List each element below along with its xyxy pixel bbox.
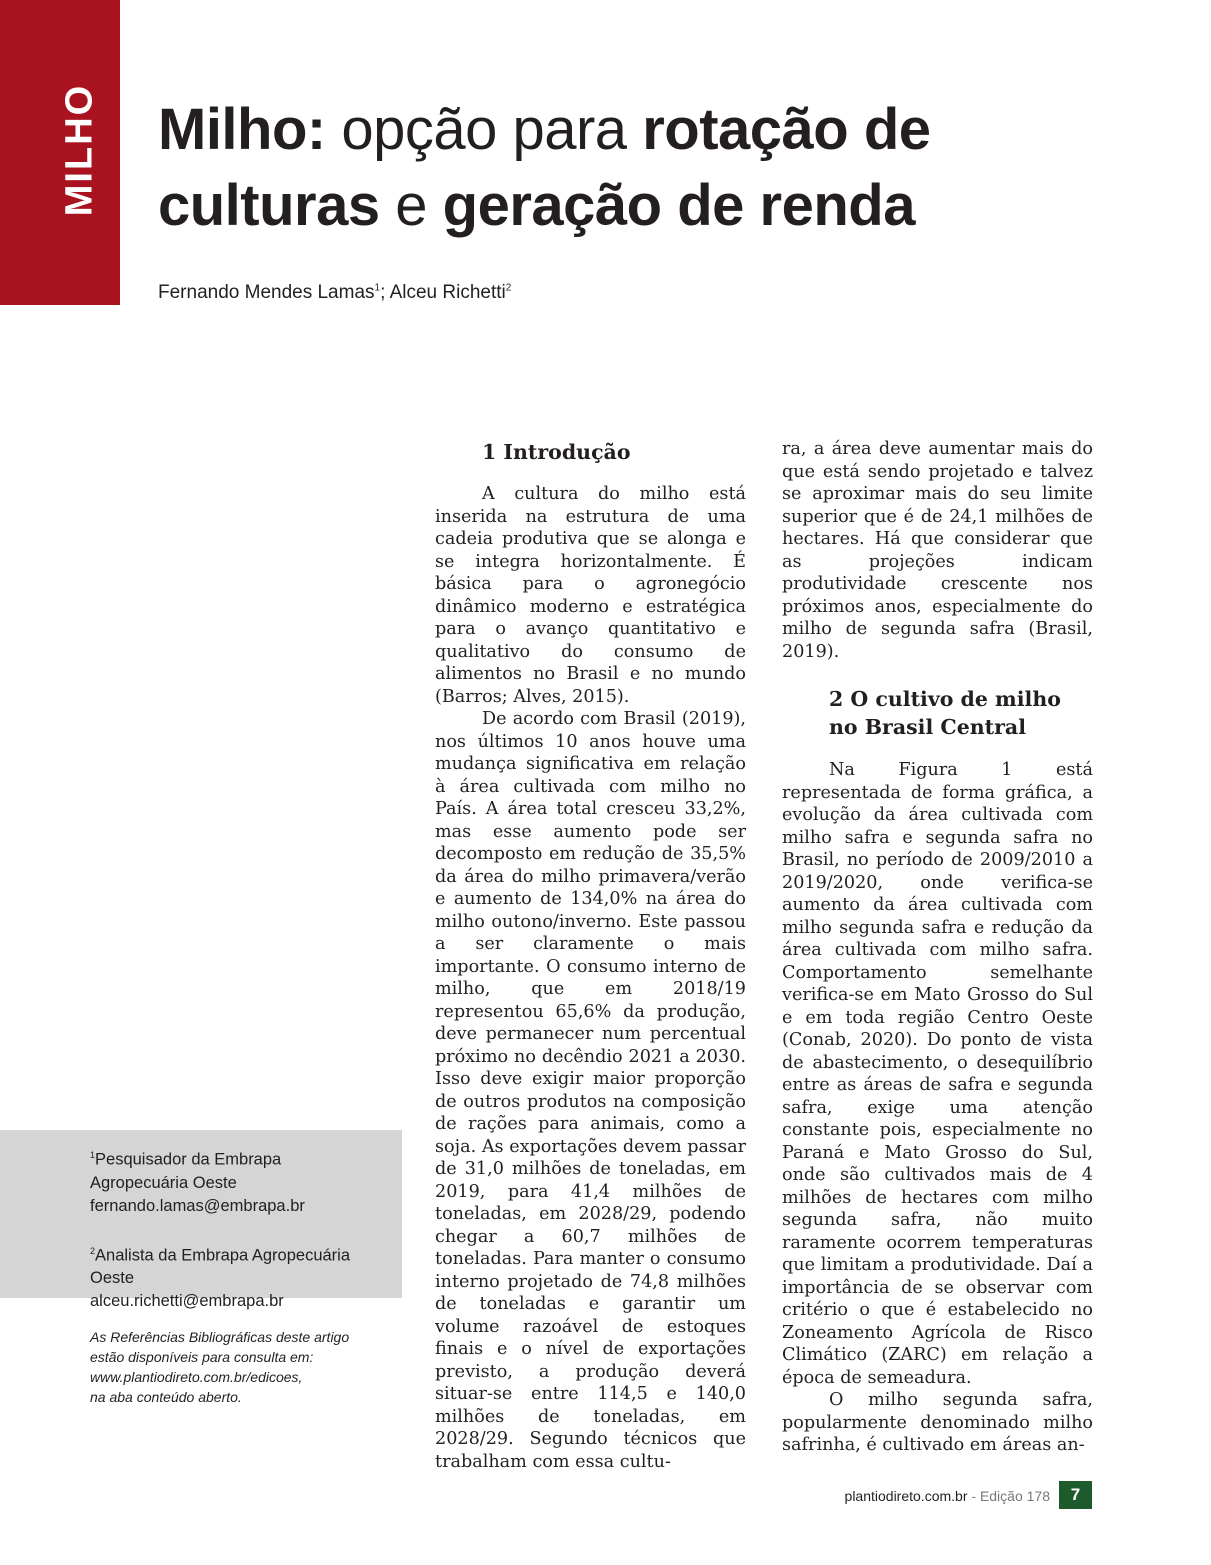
page-footer [845, 1484, 1050, 1508]
affiliation-2-email: alceu.richetti@embrapa.br [90, 1292, 284, 1310]
affiliation-2-title: Analista da Embrapa Agropecuária Oeste [90, 1246, 351, 1287]
affiliation-1-line-1 [90, 1144, 395, 1172]
author-2-sup: 2 [505, 282, 512, 294]
section-2-heading [829, 685, 1093, 741]
affiliation-1-email: fernando.lamas@embrapa.br [90, 1196, 305, 1215]
page-number: 7 [1059, 1481, 1092, 1509]
references-note-line-4: na aba conteúdo aberto. [90, 1389, 242, 1405]
section-1-paragraph-1: A cultura do milho está inserida na estrutura de uma cadeia produtiva que se alonga e se integra horizontalmente. É básica para o agronegócio dinâmico moderno e estratégica para o avanço quantitativo e qualitativo do consumo de alimentos no Brasil e no mundo (Barros; Alves, 2015). [435, 484, 746, 707]
affiliation-1-line-2: Agropecuária Oeste [90, 1173, 237, 1192]
body-column-2 [782, 438, 1093, 1457]
authors-separator: ; [380, 282, 390, 303]
affiliation-gap [90, 1218, 395, 1240]
title-part-2: opção para [325, 97, 643, 162]
title-part-1: Milho: [158, 97, 326, 162]
author-1-sup: 1 [374, 282, 381, 294]
section-2-paragraph-2: O milho segunda safra, popularmente denominado milho safrinha, é cultivado em áreas an- [782, 1390, 1093, 1455]
section-2-heading-line-2: no Brasil Central [829, 715, 1026, 739]
title-part-3: rotação de culturas [158, 97, 931, 238]
title-part-4: e [379, 173, 443, 238]
affiliation-2-line-1 [90, 1240, 395, 1291]
author-2: Alceu Richetti [389, 282, 506, 303]
section-1-paragraph-2-continued: ra, a área deve aumentar mais do que está sendo projetado e talvez se aproximar mais do seu limite superior que é de 24,1 milhões de hectares. Há que considerar que as projeções indicam produtividade crescente nos próximos anos, especialmente do milho de segunda safra (Brasil, 2019). [782, 439, 1093, 662]
section-1-heading: 1 Introdução [482, 440, 631, 464]
title-part-5: geração de renda [442, 173, 915, 238]
body-column-1 [435, 438, 746, 1473]
references-note-line-2: estão disponíveis para consulta em: [90, 1349, 314, 1365]
section-tab [0, 0, 120, 305]
section-2-paragraph-1: Na Figura 1 está representada de forma gráfica, a evolução da área cultivada com milho safra e segunda safra no Brasil, no período de 2009/2010 a 2019/2020, onde verifica-se aumento da área cultivada com milho segunda safra e redução da área cultivada com milho safra. Comportamento semelhante verifica-se em Mato Grosso do Sul e em toda região Centro Oeste (Conab, 2020). Do ponto de vista de abastecimento, o desequilíbrio entre as áreas de safra e segunda safra, exige uma atenção constante pois, especialmente no Paraná e Mato Grosso do Sul, onde são cultivados mais de 4 milhões de hectares com milho segunda safra, não muito raramente ocorrem temperaturas que limitam a produtividade. Daí a importância de se observar com critério o que é estabelecido no Zoneamento Agrícola de Risco Climático (ZARC) em relação a época de semeadura. [782, 760, 1093, 1388]
author-1: Fernando Mendes Lamas [158, 282, 375, 303]
footer-separator: - [967, 1488, 980, 1504]
section-1-paragraph-2: De acordo com Brasil (2019), nos últimos 10 anos houve uma mudança significativa em relação à área cultivada com milho no País. A área total cresceu 33,2%, mas esse aumento pode ser decomposto em redução de 35,5% da área do milho primavera/verão e aumento de 134,0% na área do milho outono/inverno. Este passou a ser claramente o mais importante. O consumo interno de milho, que em 2018/19 representou 65,6% da produção, deve permanecer num percentual próximo no decêndio 2021 a 2030. Isso deve exigir maior proporção de outros produtos na composição de rações para animais, como a soja. As exportações devem passar de 31,0 milhões de toneladas, em 2019, para 41,4 milhões de toneladas, em 2028/29, podendo chegar a 60,7 milhões de toneladas. Para manter o consumo interno projetado de 74,8 milhões de toneladas e garantir um volume razoável de estoques finais e o nível de exportações previsto, a produção deverá situar-se entre 114,5 e 140,0 milhões de toneladas, em 2028/29. Segundo técnicos que trabalham com essa cultu- [435, 709, 746, 1472]
affiliation-2-sup: 2 [90, 1245, 96, 1256]
affiliation-1-title: Pesquisador da Embrapa [95, 1150, 282, 1169]
footer-edition: Edição 178 [979, 1488, 1050, 1504]
affiliation-box [0, 1130, 402, 1310]
affiliation-1-sup: 1 [90, 1150, 96, 1160]
footer-site: plantiodireto.com.br [844, 1488, 968, 1504]
affiliation-content [90, 1144, 395, 1313]
references-note-line-3: www.plantiodireto.com.br/edicoes, [90, 1369, 303, 1385]
references-note [90, 1327, 390, 1407]
section-tab-label: MILHO [58, 83, 101, 217]
section-2-heading-line-1: 2 O cultivo de milho [829, 687, 1061, 711]
article-title [158, 92, 1058, 244]
authors-line [158, 282, 511, 304]
references-note-line-1: As Referências Bibliográficas deste artigo [90, 1329, 350, 1345]
